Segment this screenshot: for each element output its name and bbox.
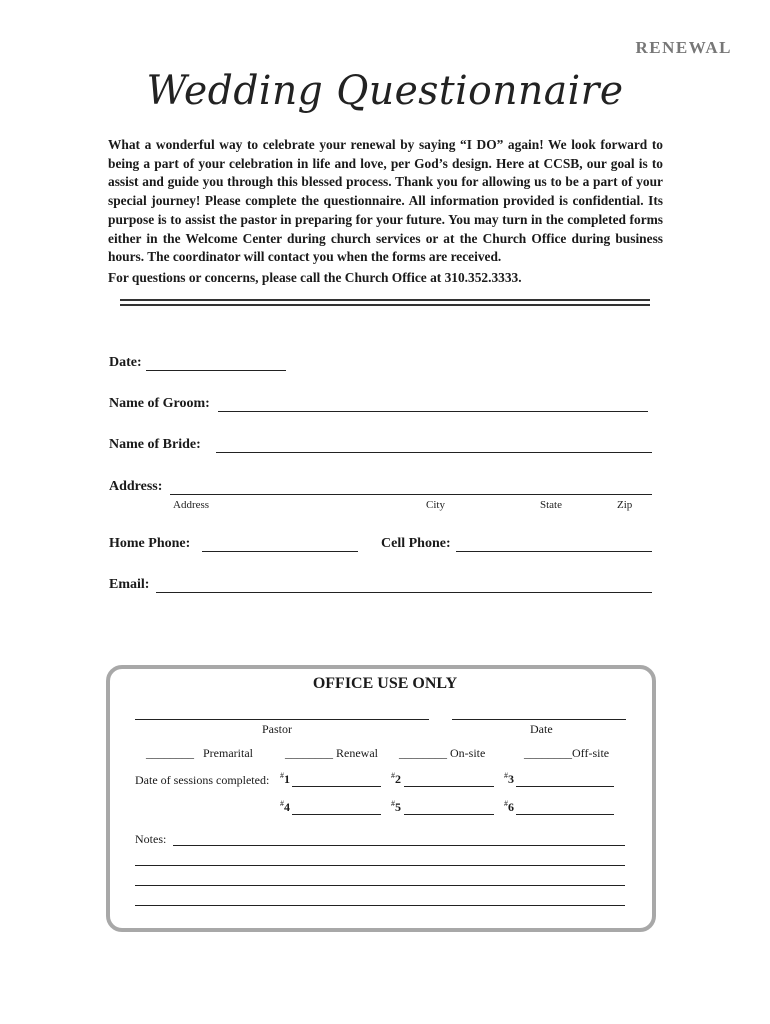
sessions-label: Date of sessions completed: [135, 773, 270, 787]
renewal-blank[interactable]: ________ [285, 746, 333, 760]
session-5-field[interactable] [404, 814, 494, 815]
groom-label: Name of Groom: [109, 396, 210, 411]
onsite-blank[interactable]: ________ [399, 746, 447, 760]
renewal-label: Renewal [336, 746, 378, 760]
office-use-box [106, 665, 656, 932]
cell-phone-label: Cell Phone: [381, 536, 451, 551]
email-field[interactable] [156, 592, 652, 593]
offsite-label: Off-site [572, 746, 610, 760]
contact-line: For questions or concerns, please call the Church Office at 310.352.3333. [108, 269, 522, 285]
session-4-number: #4 [280, 799, 290, 814]
intro-text [108, 136, 663, 288]
session-3-number: #3 [504, 771, 514, 786]
notes-line-3[interactable] [135, 885, 625, 886]
session-1-number: #1 [280, 771, 290, 786]
date-label: Date: [109, 355, 142, 370]
pastor-field[interactable] [135, 719, 429, 720]
email-label: Email: [109, 577, 150, 592]
notes-line-2[interactable] [135, 865, 625, 866]
premarital-label: Premarital [203, 746, 253, 760]
address-sublabel-street: Address [173, 499, 210, 511]
session-2-field[interactable] [404, 786, 494, 787]
session-3-field[interactable] [516, 786, 614, 787]
bride-label: Name of Bride: [109, 437, 201, 452]
address-sublabel-state: State [540, 499, 562, 511]
groom-field[interactable] [218, 411, 648, 412]
home-phone-field[interactable] [202, 551, 358, 552]
session-2-number: #2 [391, 771, 401, 786]
address-field[interactable] [170, 494, 652, 495]
renewal-option[interactable] [285, 746, 378, 761]
bride-field[interactable] [216, 452, 652, 453]
onsite-option[interactable] [399, 746, 485, 761]
cell-phone-field[interactable] [456, 551, 652, 552]
home-phone-label: Home Phone: [109, 536, 191, 551]
premarital-option[interactable] [146, 746, 253, 761]
notes-label: Notes: [135, 832, 167, 846]
form-title: Wedding Questionnaire [146, 68, 624, 114]
divider-bottom [120, 304, 650, 306]
offsite-blank[interactable]: ________ [524, 746, 572, 760]
address-label: Address: [109, 479, 163, 494]
premarital-blank[interactable]: ________ [146, 746, 194, 760]
pastor-label: Pastor [262, 722, 292, 736]
session-4-field[interactable] [292, 814, 381, 815]
onsite-label: On-site [450, 746, 486, 760]
session-6-field[interactable] [516, 814, 614, 815]
office-date-field[interactable] [452, 719, 626, 720]
session-5-number: #5 [391, 799, 401, 814]
renewal-tag: RENEWAL [635, 38, 732, 57]
address-sublabel-city: City [426, 499, 445, 511]
date-field[interactable] [146, 370, 286, 371]
notes-line-4[interactable] [135, 905, 625, 906]
office-date-label: Date [530, 722, 553, 736]
notes-line-1[interactable] [173, 845, 625, 846]
divider-top [120, 299, 650, 301]
intro-paragraph: What a wonderful way to celebrate your renewal by saying “I DO” again! We look forward to being a part of your celebration in life and love, per God’s design. Here at CCSB, our goal is to assist and guide you through this blessed process. Thank you for allowing us to be a part of your special journey! Please complete the questionnaire. All information provided is confidential. Its purpose is to assist the pastor in preparing for your future. You may turn in the completed forms either in the Welcome Center during church services or at the Church Office during business hours. The coordinator will contact you when the forms are received. [108, 137, 663, 265]
address-sublabel-zip: Zip [617, 499, 633, 511]
session-1-field[interactable] [292, 786, 381, 787]
offsite-option[interactable] [524, 746, 609, 761]
session-6-number: #6 [504, 799, 514, 814]
office-use-title: OFFICE USE ONLY [312, 675, 458, 692]
